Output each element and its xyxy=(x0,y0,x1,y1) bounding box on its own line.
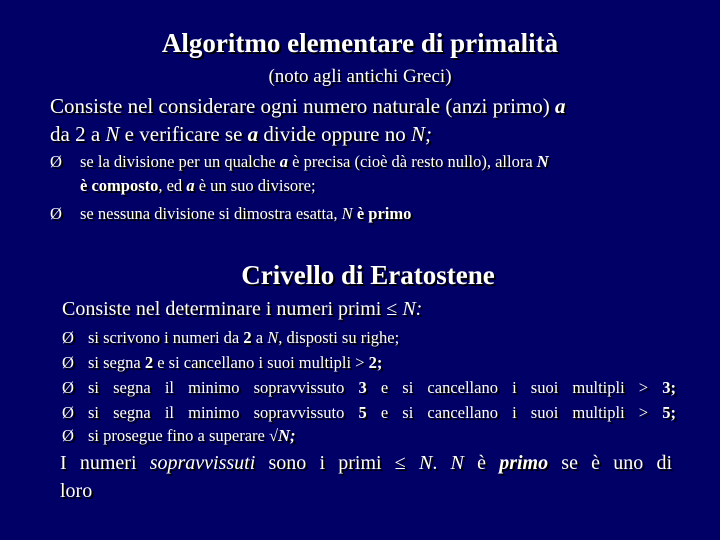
text: e verificare se xyxy=(119,122,248,146)
variable-n: N xyxy=(418,452,433,474)
text: . xyxy=(432,452,451,474)
text: si segna xyxy=(88,353,145,372)
bullet-composite-continued xyxy=(80,176,316,196)
number: 5; xyxy=(662,403,676,422)
text: I numeri xyxy=(60,452,150,474)
composite-label: è composto xyxy=(80,176,159,195)
arrow-bullet-icon: Ø xyxy=(62,378,74,397)
text: divide oppure no xyxy=(258,122,411,146)
variable-n: N xyxy=(341,204,353,223)
description-line-1 xyxy=(50,94,566,119)
sieve-step-3 xyxy=(62,378,678,398)
text: Consiste nel determinare i numeri primi ≤ xyxy=(62,298,403,320)
arrow-bullet-icon: Ø xyxy=(50,204,62,223)
variable-a: a xyxy=(279,152,289,171)
sieve-step-1 xyxy=(62,328,678,348)
variable-n: N xyxy=(267,328,279,347)
number: 3; xyxy=(662,378,676,397)
conclusion-line-2: loro xyxy=(60,480,93,502)
variable-a: a xyxy=(247,122,259,146)
arrow-bullet-icon: Ø xyxy=(62,426,74,445)
number: 2 xyxy=(243,328,252,347)
sieve-step-4 xyxy=(62,403,678,423)
variable-a: a xyxy=(186,176,195,195)
section-title-primality: Algoritmo elementare di primalità xyxy=(161,28,559,58)
text: se nessuna divisione si dimostra esatta, xyxy=(80,204,342,223)
text: si prosegue fino a superare xyxy=(88,426,269,445)
arrow-bullet-icon: Ø xyxy=(50,152,62,171)
survivors-term: sopravvissuti xyxy=(149,452,256,474)
text: a xyxy=(251,328,268,347)
sieve-step-5 xyxy=(62,426,678,446)
text: si scrivono i numeri da xyxy=(88,328,244,347)
section-title-sieve: Crivello di Eratostene xyxy=(241,260,495,290)
text: da 2 a xyxy=(50,122,106,146)
text: si segna il minimo sopravvissuto xyxy=(88,378,359,397)
arrow-bullet-icon: Ø xyxy=(62,403,74,422)
description-line-2 xyxy=(50,122,432,147)
text: si segna il minimo sopravvissuto xyxy=(88,403,359,422)
variable-n: N; xyxy=(410,122,432,146)
number: 3 xyxy=(358,378,367,397)
text: è precisa (cioè dà resto nullo), allora xyxy=(288,152,537,171)
text: è un suo divisore; xyxy=(194,176,316,195)
text: e si cancellano i suoi multipli > xyxy=(366,403,663,422)
variable-n: N; xyxy=(278,426,296,445)
bullet-composite xyxy=(50,152,549,172)
square-root-icon: √ xyxy=(268,426,279,445)
sieve-intro xyxy=(62,298,422,321)
arrow-bullet-icon: Ø xyxy=(62,328,74,347)
variable-n: N xyxy=(536,152,549,171)
variable-n: N xyxy=(450,452,464,474)
text: se la divisione per un qualche xyxy=(80,152,280,171)
number: 2; xyxy=(368,353,383,372)
variable-n: N: xyxy=(402,298,423,320)
text: e si cancellano i suoi multipli > xyxy=(366,378,663,397)
text: , disposti su righe; xyxy=(278,328,400,347)
number: 2 xyxy=(144,353,154,372)
text: sono i primi ≤ xyxy=(255,452,419,474)
bullet-prime xyxy=(50,204,411,224)
variable-a: a xyxy=(555,94,566,118)
prime-term: primo xyxy=(499,452,549,474)
conclusion-line-1 xyxy=(60,452,672,475)
text: Consiste nel considerare ogni numero naturale (anzi primo) xyxy=(50,94,556,118)
section-subtitle: (noto agli antichi Greci) xyxy=(268,66,452,87)
prime-label: è primo xyxy=(352,204,412,223)
number: 5 xyxy=(358,403,367,422)
variable-n: N xyxy=(105,122,120,146)
text: se è uno di xyxy=(548,452,673,474)
text: e si cancellano i suoi multipli > xyxy=(153,353,369,372)
text: è xyxy=(463,452,500,474)
arrow-bullet-icon: Ø xyxy=(62,353,74,372)
text: , ed xyxy=(158,176,187,195)
sieve-step-2 xyxy=(62,353,678,373)
